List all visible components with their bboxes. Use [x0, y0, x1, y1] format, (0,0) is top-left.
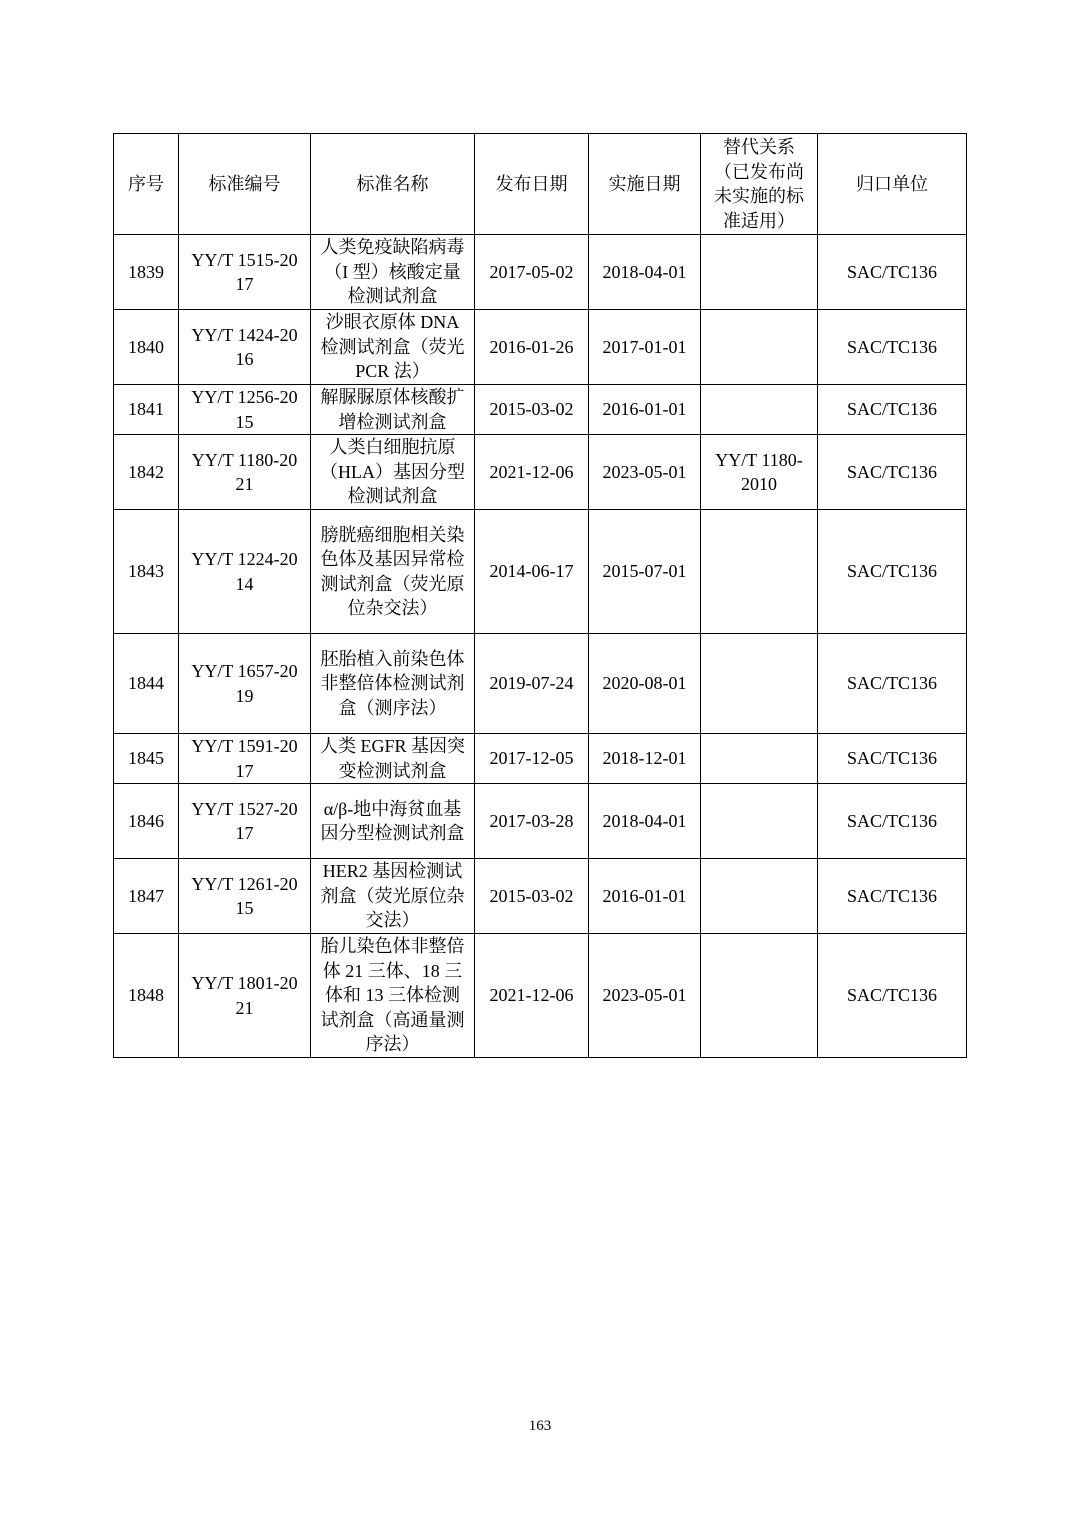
- cell-name: 人类 EGFR 基因突变检测试剂盒: [311, 734, 475, 784]
- cell-replace: [701, 934, 818, 1058]
- header-implement-date: 实施日期: [589, 134, 701, 235]
- cell-code: YY/T 1657-2019: [179, 634, 311, 734]
- cell-implement-date: 2016-01-01: [589, 385, 701, 435]
- cell-publish-date: 2014-06-17: [475, 510, 589, 634]
- cell-implement-date: 2018-12-01: [589, 734, 701, 784]
- cell-name: α/β-地中海贫血基因分型检测试剂盒: [311, 784, 475, 859]
- cell-seq: 1843: [114, 510, 179, 634]
- table-row: [114, 235, 967, 310]
- cell-unit: SAC/TC136: [818, 634, 967, 734]
- cell-replace: [701, 784, 818, 859]
- cell-code: YY/T 1224-2014: [179, 510, 311, 634]
- header-name: 标准名称: [311, 134, 475, 235]
- cell-replace: [701, 310, 818, 385]
- cell-code: YY/T 1424-2016: [179, 310, 311, 385]
- header-replace: 替代关系（已发布尚未实施的标准适用）: [701, 134, 818, 235]
- cell-replace: [701, 734, 818, 784]
- cell-implement-date: 2020-08-01: [589, 634, 701, 734]
- table-row: [114, 859, 967, 934]
- cell-implement-date: 2016-01-01: [589, 859, 701, 934]
- table-row: [114, 634, 967, 734]
- header-unit: 归口单位: [818, 134, 967, 235]
- cell-unit: SAC/TC136: [818, 859, 967, 934]
- cell-implement-date: 2023-05-01: [589, 435, 701, 510]
- cell-name: 人类白细胞抗原（HLA）基因分型检测试剂盒: [311, 435, 475, 510]
- header-seq: 序号: [114, 134, 179, 235]
- table-row: [114, 435, 967, 510]
- cell-unit: SAC/TC136: [818, 734, 967, 784]
- cell-replace: [701, 235, 818, 310]
- cell-publish-date: 2021-12-06: [475, 435, 589, 510]
- cell-publish-date: 2017-12-05: [475, 734, 589, 784]
- table-row: [114, 934, 967, 1058]
- cell-name: HER2 基因检测试剂盒（荧光原位杂交法）: [311, 859, 475, 934]
- cell-publish-date: 2015-03-02: [475, 385, 589, 435]
- cell-publish-date: 2017-05-02: [475, 235, 589, 310]
- cell-publish-date: 2016-01-26: [475, 310, 589, 385]
- cell-unit: SAC/TC136: [818, 435, 967, 510]
- cell-seq: 1841: [114, 385, 179, 435]
- cell-publish-date: 2021-12-06: [475, 934, 589, 1058]
- cell-name: 胚胎植入前染色体非整倍体检测试剂盒（测序法）: [311, 634, 475, 734]
- cell-seq: 1840: [114, 310, 179, 385]
- cell-unit: SAC/TC136: [818, 934, 967, 1058]
- cell-code: YY/T 1256-2015: [179, 385, 311, 435]
- cell-name: 沙眼衣原体 DNA 检测试剂盒（荧光 PCR 法）: [311, 310, 475, 385]
- cell-unit: SAC/TC136: [818, 385, 967, 435]
- cell-seq: 1846: [114, 784, 179, 859]
- cell-publish-date: 2019-07-24: [475, 634, 589, 734]
- standards-table-container: [113, 133, 966, 1058]
- header-code: 标准编号: [179, 134, 311, 235]
- cell-name: 解脲脲原体核酸扩增检测试剂盒: [311, 385, 475, 435]
- cell-seq: 1848: [114, 934, 179, 1058]
- cell-code: YY/T 1515-2017: [179, 235, 311, 310]
- cell-replace: [701, 859, 818, 934]
- table-row: [114, 510, 967, 634]
- cell-unit: SAC/TC136: [818, 310, 967, 385]
- cell-name: 人类免疫缺陷病毒（I 型）核酸定量检测试剂盒: [311, 235, 475, 310]
- cell-publish-date: 2015-03-02: [475, 859, 589, 934]
- cell-seq: 1847: [114, 859, 179, 934]
- cell-publish-date: 2017-03-28: [475, 784, 589, 859]
- table-row: [114, 784, 967, 859]
- cell-seq: 1842: [114, 435, 179, 510]
- cell-name: 胎儿染色体非整倍体 21 三体、18 三体和 13 三体检测试剂盒（高通量测序法）: [311, 934, 475, 1058]
- cell-replace: [701, 634, 818, 734]
- cell-code: YY/T 1801-2021: [179, 934, 311, 1058]
- cell-code: YY/T 1591-2017: [179, 734, 311, 784]
- cell-name: 膀胱癌细胞相关染色体及基因异常检测试剂盒（荧光原位杂交法）: [311, 510, 475, 634]
- cell-replace: YY/T 1180-2010: [701, 435, 818, 510]
- standards-table: [113, 133, 967, 1058]
- cell-replace: [701, 510, 818, 634]
- cell-implement-date: 2017-01-01: [589, 310, 701, 385]
- table-header-row: [114, 134, 967, 235]
- cell-seq: 1839: [114, 235, 179, 310]
- page-number: 163: [528, 1418, 552, 1434]
- cell-replace: [701, 385, 818, 435]
- cell-seq: 1844: [114, 634, 179, 734]
- cell-implement-date: 2018-04-01: [589, 235, 701, 310]
- table-row: [114, 385, 967, 435]
- cell-implement-date: 2015-07-01: [589, 510, 701, 634]
- cell-code: YY/T 1180-2021: [179, 435, 311, 510]
- cell-code: YY/T 1261-2015: [179, 859, 311, 934]
- header-publish-date: 发布日期: [475, 134, 589, 235]
- cell-unit: SAC/TC136: [818, 784, 967, 859]
- cell-unit: SAC/TC136: [818, 235, 967, 310]
- cell-unit: SAC/TC136: [818, 510, 967, 634]
- cell-implement-date: 2023-05-01: [589, 934, 701, 1058]
- table-row: [114, 310, 967, 385]
- cell-code: YY/T 1527-2017: [179, 784, 311, 859]
- cell-implement-date: 2018-04-01: [589, 784, 701, 859]
- cell-seq: 1845: [114, 734, 179, 784]
- table-row: [114, 734, 967, 784]
